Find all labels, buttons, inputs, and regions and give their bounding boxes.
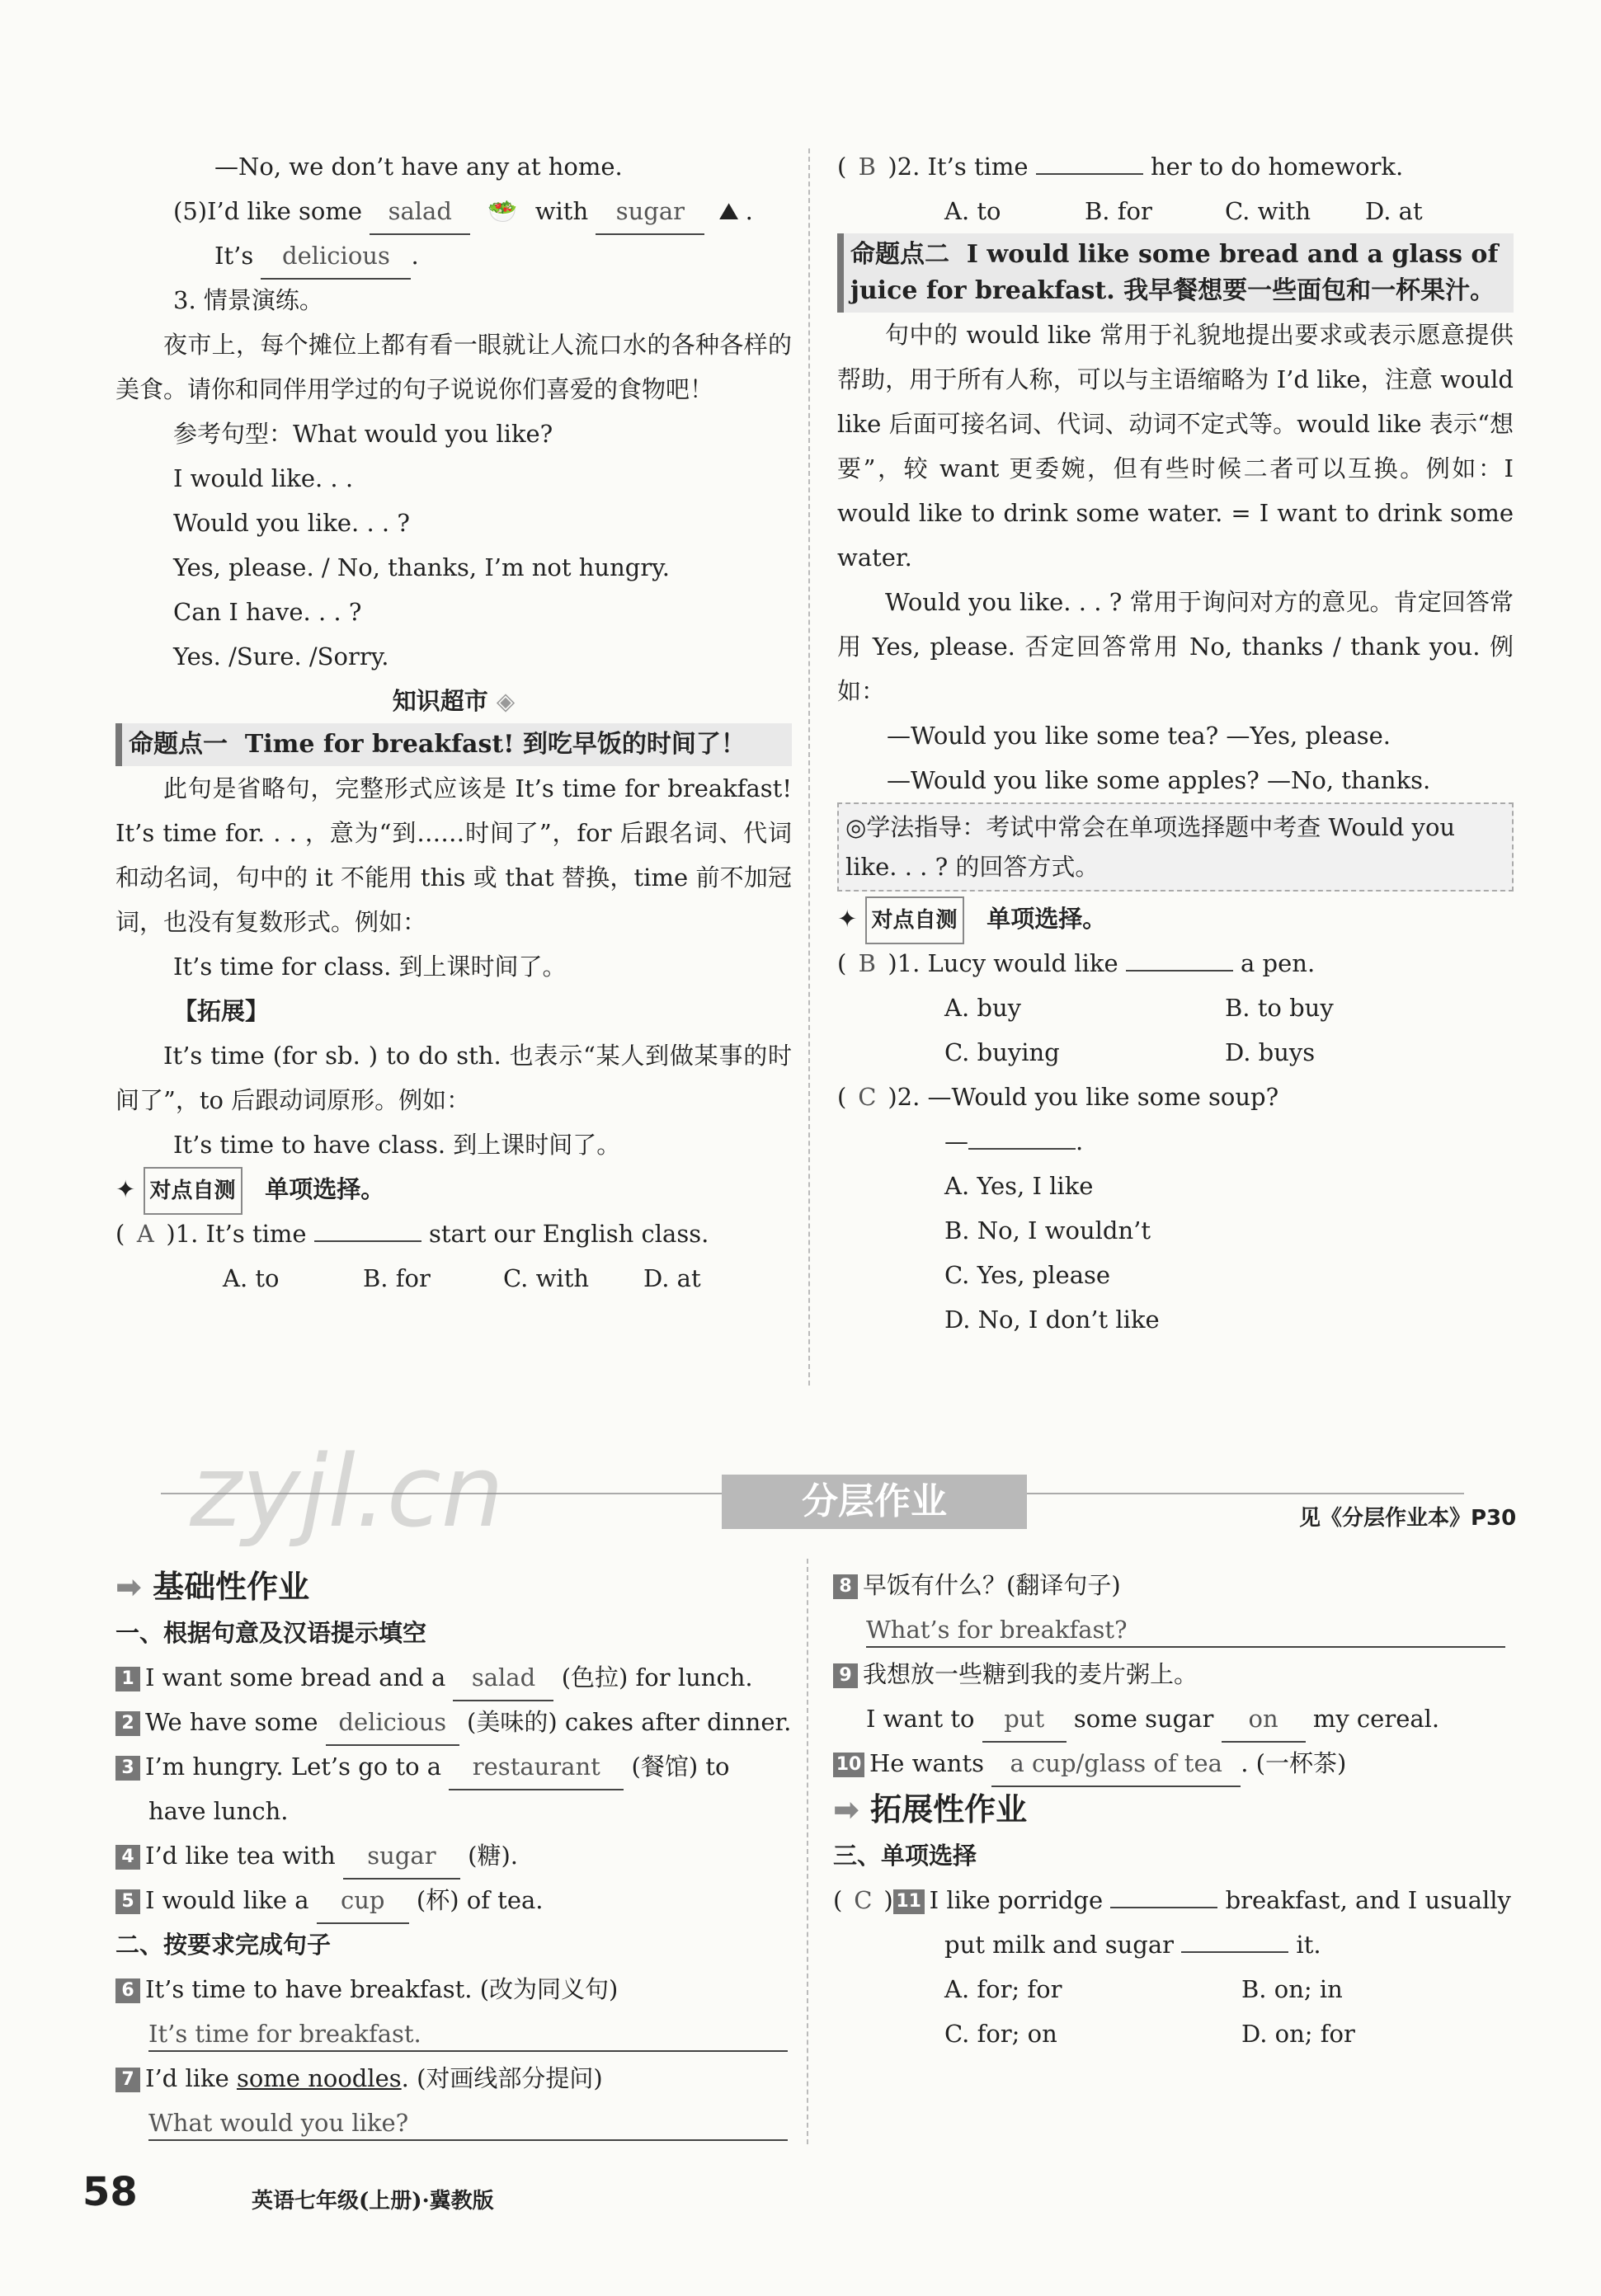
question-r1: ( B )1. Lucy would like a pen. [837,941,1514,986]
option: C. buying [944,1038,1060,1066]
option: B. for [363,1264,431,1292]
point1-heading: 命题点一 Time for breakfast! 到吃早饭的时间了！ [115,723,792,766]
q6: 6 It’s time to have breakfast. (改为同义句) [115,1967,788,2011]
star-icon: ✦ [115,1175,136,1203]
diamond-icon: ◈ [496,687,516,715]
answer-letter: C [854,1886,873,1914]
study-tip: ◎学法指导：考试中常会在单项选择题中考查 Would you like. . . ? 的回答方式。 [837,802,1514,892]
option: D. at [643,1264,701,1292]
option: A. buy [944,994,1022,1022]
expand-example: It’s time to have class. 到上课时间了。 [173,1131,621,1159]
section2-title: 二、按要求完成句子 [115,1931,332,1959]
arrow-icon: ➡ [115,1569,142,1605]
q9: 9 我想放一些糖到我的麦片粥上。 [833,1652,1514,1696]
option: D. on; for [1241,2020,1355,2048]
page-number: 58 [82,2169,138,2215]
r1-options-ab [837,986,1514,1030]
point2-heading: 命题点二 I would like some bread and a glass of juice for breakfast. 我早餐想要一些面包和一杯果汁。 [837,233,1514,313]
q2-options [837,189,1514,233]
answer-blank: delicious [261,233,411,280]
q11: ( C ) 11 I like porridge breakfast, and I usually [833,1878,1514,1922]
point2-paragraph2: Would you like. . . ? 常用于询问对方的意见。肯定回答常用 Yes, please. 否定回答常用 No, thanks / thank you. 例如： [837,588,1514,705]
q5-line2: It’s delicious . [115,233,792,278]
answer-blank: a cup/glass of tea [991,1741,1241,1787]
column-divider [808,148,810,1386]
question-q1: ( A )1. It’s time start our English class. [115,1212,792,1256]
q7: 7 I’d like some noodles. (对画线部分提问) [115,2056,788,2101]
left-top-column [115,144,792,1301]
dialogue-line: —No, we don’t have any at home. [214,153,623,181]
option: A. to [944,197,1001,225]
option: C. with [503,1264,590,1292]
option: C. for; on [944,2020,1057,2048]
sugar-icon: ⛰ [718,197,739,225]
option: A. Yes, I like [944,1172,1094,1200]
question-r2: ( C )2. —Would you like some soup? [837,1075,1514,1119]
extension-title: ➡ 拓展性作业 [833,1791,1028,1828]
pattern-line: Can I have. . . ? [173,598,362,626]
q9-answer: I want to put some sugar on my cereal. [833,1696,1514,1741]
option: B. No, I wouldn’t [944,1216,1151,1244]
underlined-phrase: some noodles [236,2064,402,2092]
answer-blank: delicious [326,1700,459,1746]
option: B. to buy [1225,994,1334,1022]
fill-item-cont: have lunch. [148,1797,289,1825]
basic-title: ➡ 基础性作业 [115,1569,310,1605]
example-line: —Would you like some apples? —No, thanks. [887,766,1431,794]
q5-line: (5)I’d like some salad 🥗 with sugar ⛰ . [115,189,792,233]
answer-blank: restaurant [449,1744,624,1790]
knowledge-title: 知识超市 ◈ [392,687,516,715]
example-line: —Would you like some tea? —Yes, please. [887,722,1391,750]
selftest-heading: ✦ 对点自测 单项选择。 [837,896,1514,941]
option: C. with [1225,197,1311,225]
q7-answer-line [115,2101,788,2145]
answer-blank: sugar [343,1833,460,1880]
fill-item: 2 We have some delicious (美味的) cakes after dinner. [115,1700,788,1744]
q11-options-cd [833,2011,1514,2056]
blank [1110,1907,1217,1908]
answer-blank: salad [370,189,470,235]
blank [1036,173,1143,175]
option: B. on; in [1241,1975,1343,2003]
pattern-line: Would you like. . . ? [173,509,410,537]
q1-options [115,1256,792,1301]
section3-paragraph: 夜市上，每个摊位上都有看一眼就让人流口水的各种各样的美食。请你和同伴用学过的句子说说你们喜爱的食物吧！ [115,331,792,403]
answer-line: It’s time for breakfast. [148,2017,788,2052]
answer-line: What’s for breakfast? [866,1613,1505,1648]
blank [1181,1951,1288,1953]
answer-blank: salad [453,1655,553,1701]
book-title: 英语七年级(上册)·冀教版 [252,2189,494,2214]
answer-blank: cup [317,1878,409,1924]
answer-letter: B [858,949,876,977]
blank [314,1240,421,1242]
expand-paragraph: It’s time (for sb. ) to do sth. 也表示“某人到做某事的时间了”，to 后跟动词原形。例如： [115,1042,792,1114]
answer-blank: put [982,1696,1067,1743]
option: D. No, I don’t like [944,1306,1160,1334]
fill-item: 4 I’d like tea with sugar (糖). [115,1833,788,1878]
q6-answer-line [115,2011,788,2056]
point1-paragraph: 此句是省略句，完整形式应该是 It’s time for breakfast! It’s time for. . . ，意为“到……时间了”，for 后跟名词、代词和动名词，句中的 it 不能用 this 或 that 替换，time 前不加冠词，也没有复数形式。例如： [115,774,792,936]
blank [968,1148,1076,1150]
option: B. for [1085,197,1152,225]
watermark: zyjl.cn [190,1435,504,1550]
answer-blank: on [1222,1696,1306,1743]
pattern-line: I would like. . . [173,464,354,492]
q10: 10 He wants a cup/glass of tea . (一杯茶) [833,1741,1514,1786]
q8: 8 早饭有什么？(翻译句子) [833,1563,1514,1607]
point2-paragraph: 句中的 would like 常用于礼貌地提出要求或表示愿意提供帮助，用于所有人称，可以与主语缩略为 I’d like，注意 would like 后面可接名词、代词、动词不定式等。would like 表示“想要”，较 want 更委婉，但有些时候二者可以互换。例如：I would like to drink some water. = I want to drink some water. [837,321,1514,572]
q11-cont: put milk and sugar it. [944,1931,1321,1959]
banner-ref: 见《分层作业本》P30 [1299,1506,1517,1531]
expand-tag: 【拓展】 [173,997,270,1025]
option: D. buys [1225,1038,1316,1066]
blank [1126,970,1233,972]
question-q2: ( B )2. It’s time her to do homework. [837,144,1514,189]
arrow-icon: ➡ [833,1791,859,1828]
section1-title: 一、根据句意及汉语提示填空 [115,1619,427,1647]
answer-blank: sugar [596,189,704,235]
answer-letter: A [136,1220,154,1248]
r1-options-cd [837,1030,1514,1075]
salad-icon: 🥗 [487,197,518,225]
option: D. at [1365,197,1423,225]
fill-item: 5 I would like a cup (杯) of tea. [115,1878,788,1922]
right-top-column [837,144,1514,1342]
option: C. Yes, please [944,1261,1111,1289]
section3-title: 3. 情景演练。 [173,286,323,314]
bottom-right-column [833,1563,1514,2056]
option: A. to [223,1264,280,1292]
fill-item: 3 I’m hungry. Let’s go to a restaurant (餐馆) to [115,1744,788,1789]
r2-answer-line: — . [944,1127,1084,1155]
answer-letter: B [858,153,876,181]
q8-answer-line [833,1607,1514,1652]
answer-line: What would you like? [148,2106,788,2141]
section3-title: 三、单项选择 [833,1842,977,1870]
bottom-left-column [115,1563,792,2145]
fill-item: 1 I want some bread and a salad (色拉) for lunch. [115,1655,788,1700]
column-divider [807,1559,808,2144]
pattern-line: Yes. /Sure. /Sorry. [173,642,389,670]
point1-example: It’s time for class. 到上课时间了。 [173,953,567,981]
answer-letter: C [858,1083,877,1111]
star-icon: ✦ [837,905,858,933]
banner-title: 分层作业 [722,1475,1027,1529]
q11-options-ab [833,1967,1514,2011]
pattern-line: 参考句型：What would you like? [173,420,553,448]
option: A. for; for [944,1975,1062,2003]
selftest-heading: ✦ 对点自测 单项选择。 [115,1167,792,1212]
pattern-line: Yes, please. / No, thanks, I’m not hungry. [173,553,670,581]
